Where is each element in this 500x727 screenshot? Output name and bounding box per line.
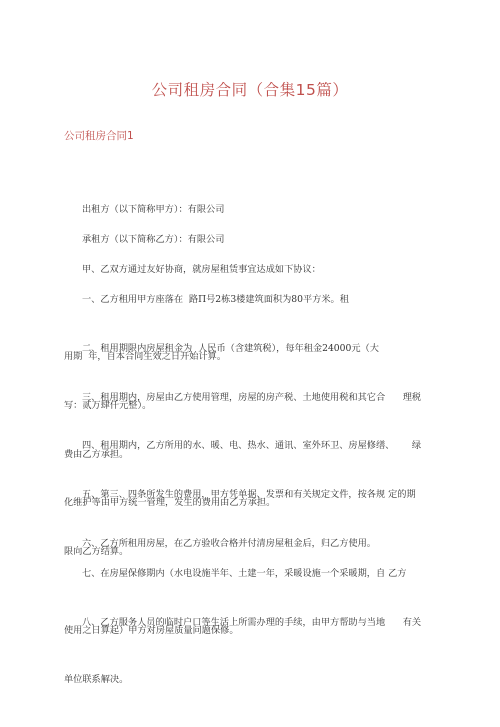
- paragraph-line: 一、乙方租用甲方座落在 路Π号2栋3楼建筑面积为80平方米。租: [82, 294, 349, 305]
- paragraph-line: 费由乙方承担。: [64, 449, 129, 460]
- paragraph-line: 四、租用期内，乙方所用的水、暖、电、热水、通讯、室外环卫、房屋修缮、 绿: [82, 440, 422, 451]
- section-heading: 公司租房合同1: [64, 130, 134, 142]
- paragraph-line: 六、乙方所租用房屋，在乙方验收合格并付清房屋租金后，归乙方使用。: [82, 538, 376, 549]
- paragraph-line: 用期 年，自本合同生效之日开始计算。: [64, 351, 227, 362]
- paragraph-line: 五、第三、四条所发生的费用，甲方凭单据、发票和有关规定文件，按各规 定的期: [82, 489, 416, 500]
- paragraph-line: 化维护等由甲方统一管理，发生的费用由乙方承担。: [64, 497, 276, 508]
- paragraph-line: 单位联系解决。: [64, 674, 129, 685]
- paragraph-line: 出租方（以下简称甲方）：有限公司: [82, 204, 225, 215]
- paragraph-line: 使用之日算起）甲方对房屋质量问题保修。: [64, 625, 239, 636]
- paragraph-line: 承租方（以下简称乙方）：有限公司: [82, 234, 225, 245]
- paragraph-line: 二、租用期限内房屋租金为 人民币（含建筑税），每年租金24000元（大: [82, 343, 379, 354]
- paragraph-line: 三、租用期内，房屋由乙方使用管理，房屋的房产税、土地使用税和其它合 理税: [82, 392, 422, 403]
- paragraph-line: 八、乙方服务人员的临时户口等生活上所需办理的手续，由甲方帮助与当地 有关: [82, 617, 422, 628]
- paragraph-line: 限向乙方结算。: [64, 546, 129, 557]
- clause-8: [64, 575, 436, 727]
- paragraph-line: 七、在房屋保修期内（水电设施半年、土建一年，采暖设施一个采暖期，自 乙方: [82, 568, 407, 579]
- document-title: 公司租房合同（合集15篇）: [151, 81, 349, 99]
- paragraph-line: 写：贰万肆仟元整）。: [64, 400, 152, 411]
- paragraph-line: 甲、乙双方通过友好协商，就房屋租赁事宜达成如下协议：: [82, 264, 321, 275]
